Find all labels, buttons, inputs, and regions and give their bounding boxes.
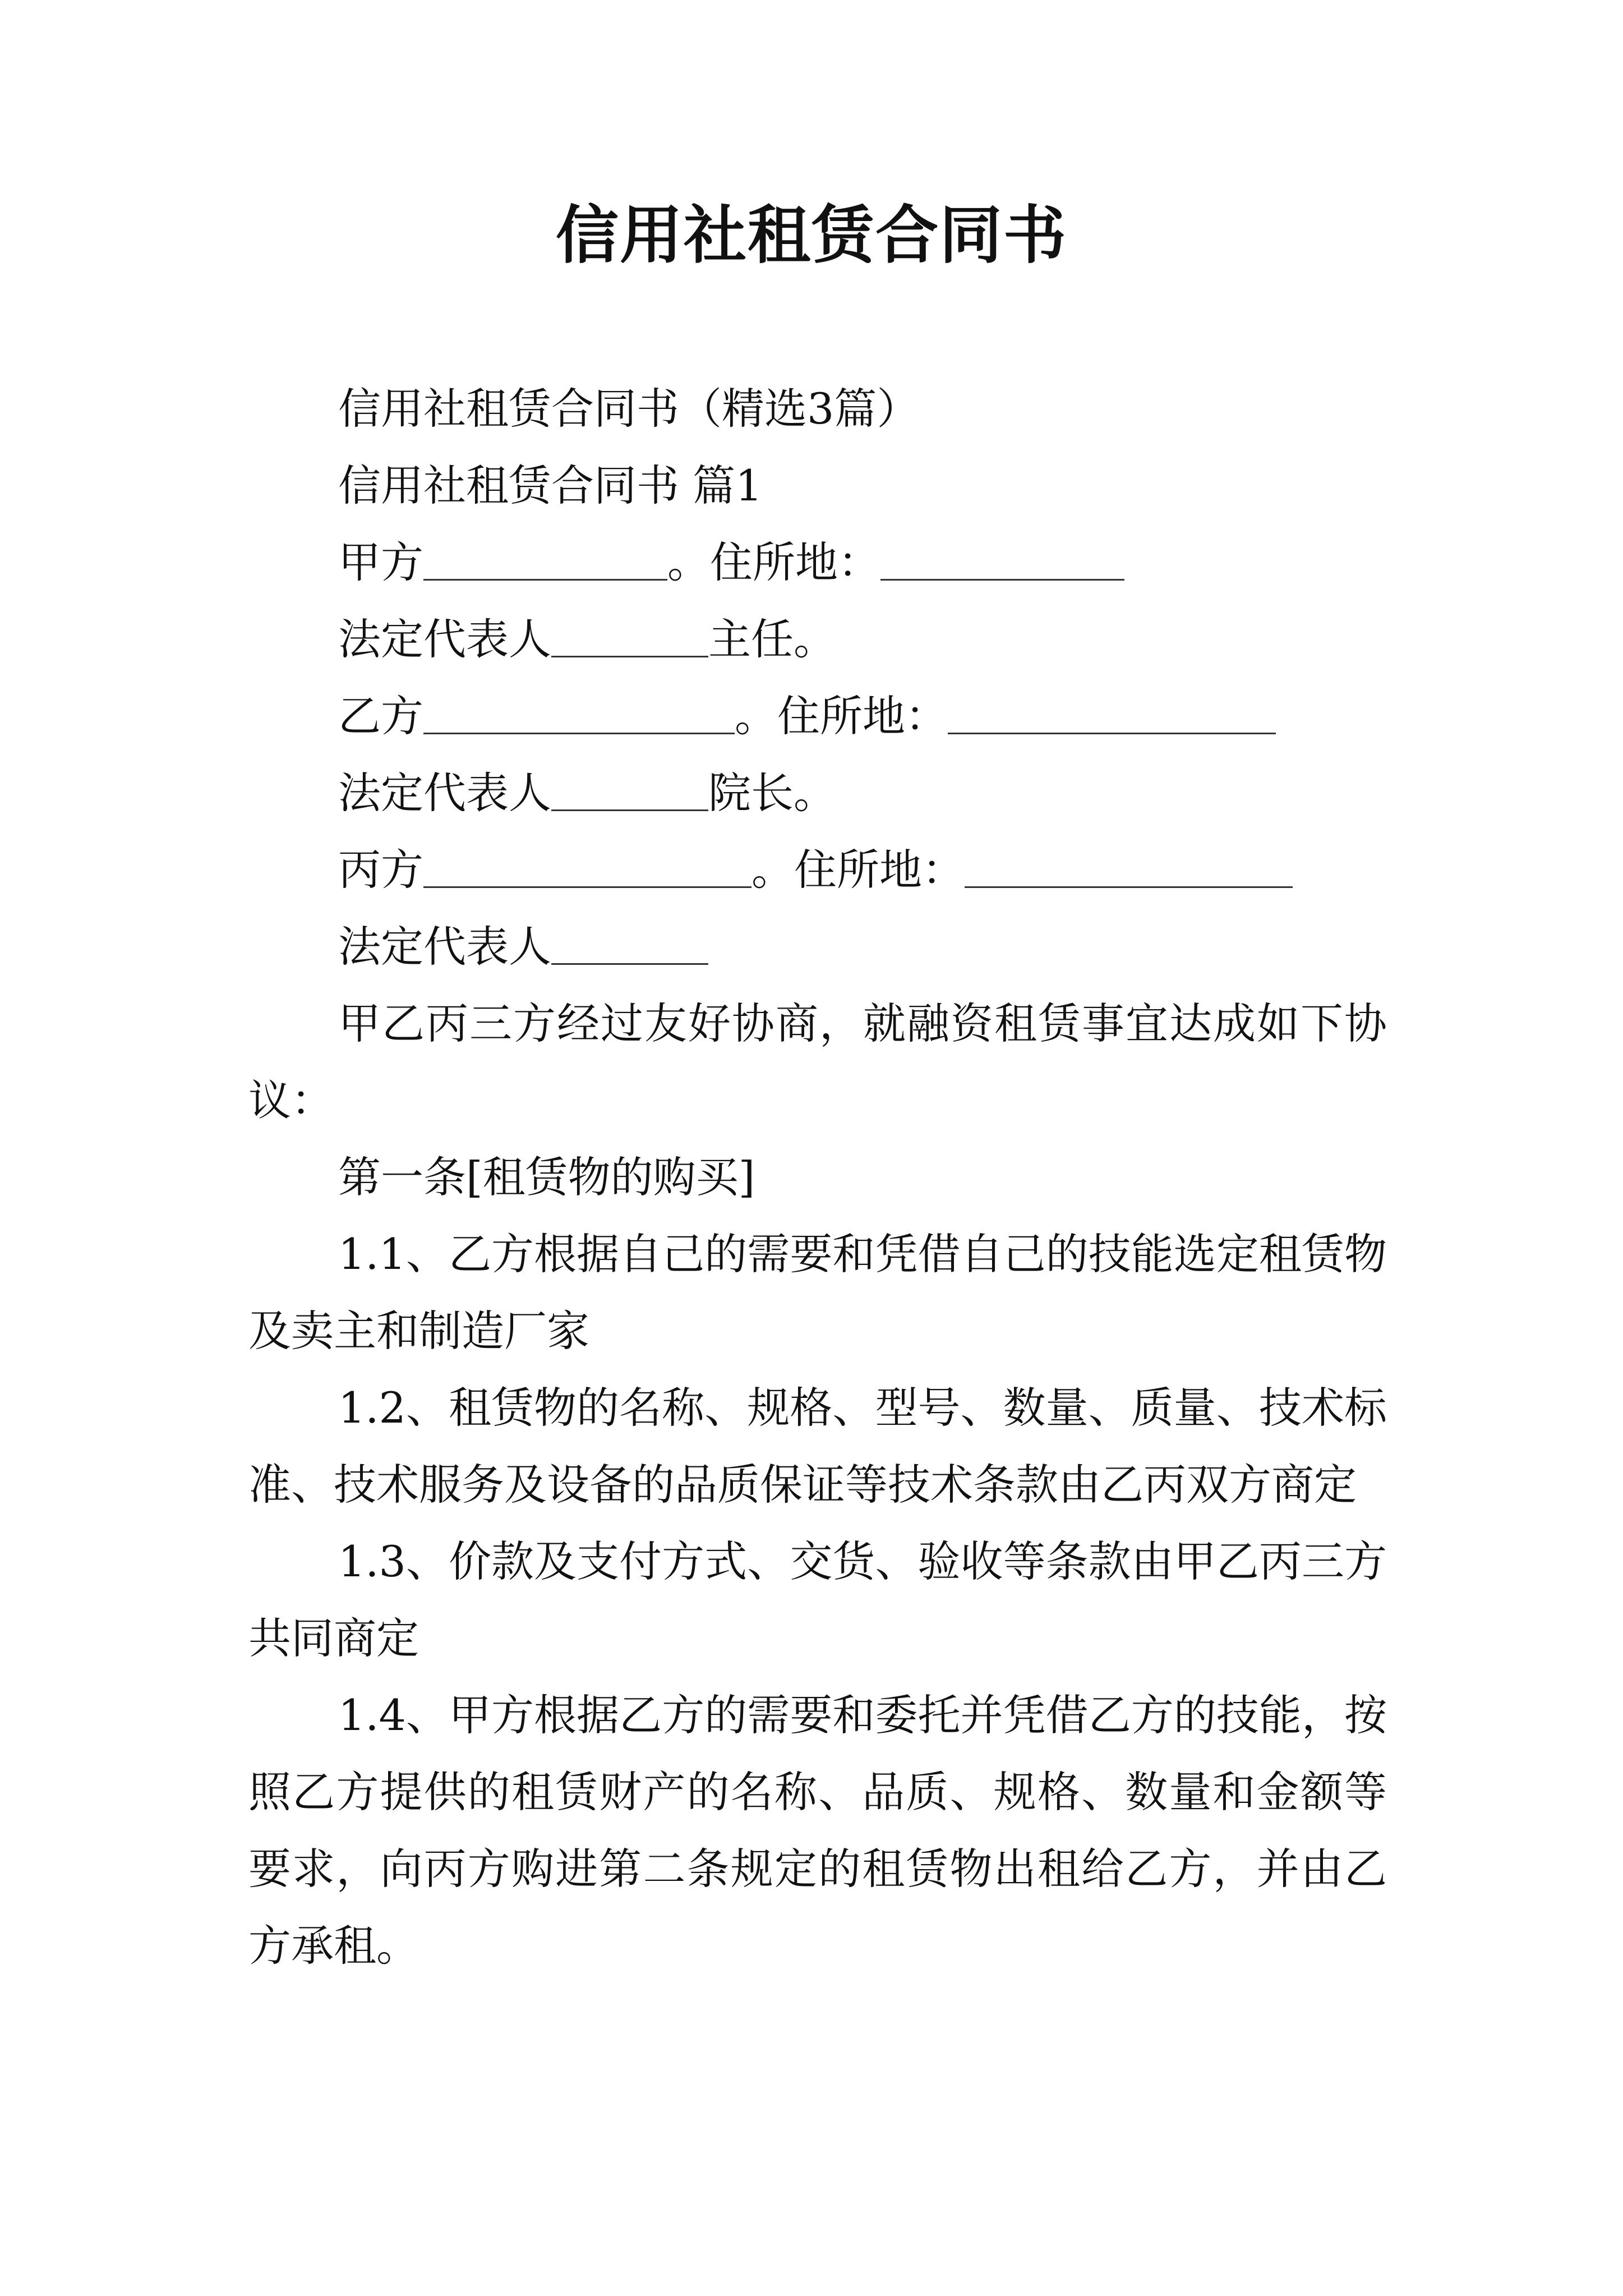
clause-1-4: 1.4、甲方根据乙方的需要和委托并凭借乙方的技能，按照乙方提供的租赁财产的名称、品质、规格、数量和金额等要求，向丙方购进第二条规定的租赁物出租给乙方，并由乙方承租。 <box>248 1690 1387 1971</box>
party-c-address-blank <box>965 847 1293 888</box>
party-a-name-blank <box>423 540 667 581</box>
intro-paragraph: 甲乙丙三方经过友好协商，就融资租赁事宜达成如下协议： <box>248 999 1387 1125</box>
rep-b-line <box>248 754 1387 831</box>
party-c-line <box>248 831 1387 908</box>
rep-b-suffix: 院长。 <box>708 768 836 818</box>
party-a-address-blank <box>880 540 1124 581</box>
rep-c-label: 法定代表人 <box>338 922 551 972</box>
article-1-heading: 第一条[租赁物的购买] <box>338 1152 755 1202</box>
party-a-label: 甲方 <box>338 537 423 587</box>
rep-a-suffix: 主任。 <box>708 614 836 664</box>
document-body <box>248 370 1387 1984</box>
clause-1-1: 1.1、乙方根据自己的需要和凭借自己的技能选定租赁物及卖主和制造厂家 <box>248 1229 1387 1356</box>
rep-c-line <box>248 908 1387 985</box>
clause-1-2: 1.2、租赁物的名称、规格、型号、数量、质量、技术标准、技术服务及设备的品质保证等技术条款由乙丙双方商定 <box>248 1383 1387 1510</box>
party-b-name-blank <box>423 693 735 734</box>
rep-a-blank <box>551 616 708 657</box>
party-b-address-blank <box>948 693 1276 734</box>
party-b-address-label: 。住所地： <box>735 691 948 741</box>
party-b-line <box>248 678 1387 754</box>
party-a-address-label: 。住所地： <box>667 537 880 587</box>
subtitle: 信用社租赁合同书（精选3篇） <box>338 384 920 434</box>
party-c-address-label: 。住所地： <box>751 845 965 895</box>
clause-1-3: 1.3、价款及支付方式、交货、验收等条款由甲乙丙三方共同商定 <box>248 1536 1387 1663</box>
rep-c-blank <box>551 924 708 965</box>
section-heading: 信用社租赁合同书 篇1 <box>338 461 763 510</box>
party-c-label: 丙方 <box>338 845 423 895</box>
rep-a-label: 法定代表人 <box>338 614 551 664</box>
rep-b-blank <box>551 770 708 811</box>
rep-b-label: 法定代表人 <box>338 768 551 818</box>
party-b-label: 乙方 <box>338 691 423 741</box>
document-title: 信用社租赁合同书 <box>556 199 1067 272</box>
party-c-name-blank <box>423 847 751 888</box>
rep-a-line <box>248 601 1387 678</box>
party-a-line <box>248 524 1387 601</box>
